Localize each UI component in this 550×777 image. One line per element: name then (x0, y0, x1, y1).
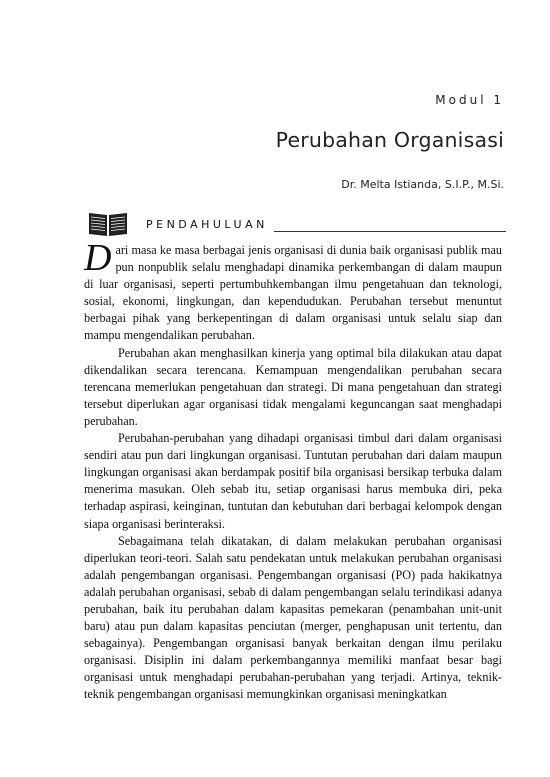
module-label: Modul 1 (435, 93, 504, 107)
paragraph-4: Sebagaimana telah dikatakan, di dalam melakukan perubahan organisasi diperlukan teori-teori. Salah satu pendekatan untuk melakukan perubahan organisasi adalah pengembangan organisasi. Pengembangan organisasi (PO) pada hakikatnya adalah perubahan organisasi, sebab di dalam pengembangan selalu terindikasi adanya perubahan, baik itu perubahan dalam kapasitas pemekaran (penambahan unit-unit baru) atau pun dalam kapasitas penciutan (merger, penghapusan unit tertentu, dan sebagainya). Pengembangan organisasi banyak berkaitan dengan ilmu perilaku organisasi. Disiplin ini dalam perkembangannya memiliki manfaat besar bagi organisasi untuk menghadapi perubahan-perubahan yang terjadi. Artinya, teknik-teknik pengembangan organisasi memungkinkan organisasi meningkatkan (84, 533, 502, 702)
paragraph-1 (84, 237, 502, 345)
author-name: Dr. Melta Istianda, S.I.P., M.Si. (341, 178, 504, 191)
paragraph-3: Perubahan-perubahan yang dihadapi organisasi timbul dari dalam organisasi sendiri atau pun dari lingkungan organisasi. Tuntutan perubahan dari dalam maupun lingkungan organisasi akan berdampak positif bila organisasi bersikap terbuka dalam menerima masukan. Oleh sebab itu, setiap organisasi harus membuka diri, peka terhadap aspirasi, keinginan, tuntutan dan kebutuhan dari berbagai kelompok dengan siapa organisasi berinteraksi. (84, 431, 502, 531)
paragraph-1-text: ari masa ke masa berbagai jenis organisasi di dunia baik organisasi publik mau pun nonpublik selalu menghadapi dinamika perkembangan di dalam maupun di luar organisasi, seperti pertumbuhkembangan ilmu pengetahuan dan teknologi, sosial, ekonomi, lingkungan, dan kependudukan. Perubahan tersebut menuntut berbagai pihak yang berkepentingan di dalam organisasi untuk selalu siap dan mampu mengendalikan perubahan. (84, 243, 502, 343)
drop-cap: D (84, 237, 112, 279)
section-divider (274, 231, 506, 232)
body-text (84, 237, 502, 704)
paragraph-2: Perubahan akan menghasilkan kinerja yang optimal bila dilakukan atau dapat dikendalikan secara terencana. Kemampuan mengendalikan perubahan secara terencana memerlukan pengetahuan dan strategi. Di mana pengetahuan dan strategi tersebut diperlukan agar organisasi tidak mengalami keguncangan saat menghadapi perubahan. (84, 345, 502, 428)
section-title: PENDAHULUAN (146, 218, 268, 231)
section-header (88, 210, 506, 238)
chapter-title: Perubahan Organisasi (275, 128, 504, 152)
open-book-icon (88, 210, 128, 238)
